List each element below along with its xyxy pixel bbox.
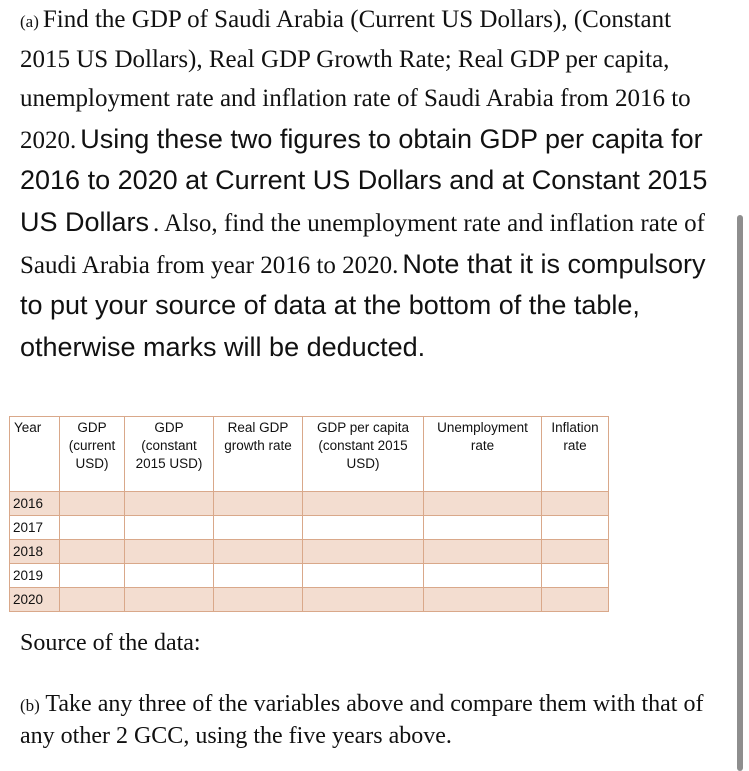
year-cell: 2016 [10,492,60,516]
table-cell[interactable] [125,540,214,564]
question-a-label: (a) [20,12,39,31]
table-cell[interactable] [542,516,609,540]
header-gdp-current: GDP (current USD) [60,417,125,492]
header-gdp-constant: GDP (constant 2015 USD) [125,417,214,492]
table-cell[interactable] [424,492,542,516]
table-row [10,516,609,540]
header-inflation: Inflation rate [542,417,609,492]
year-cell: 2019 [10,564,60,588]
table-cell[interactable] [60,492,125,516]
table-cell[interactable] [303,492,424,516]
header-gdp-per-capita: GDP per capita (constant 2015 USD) [303,417,424,492]
table-cell[interactable] [60,564,125,588]
question-a-text-part3: . Also, find the unemployment rate and inflation rate of Saudi Arabia from year 2016 to 2020. [20,209,705,279]
table-cell[interactable] [424,516,542,540]
table-cell[interactable] [125,564,214,588]
table-cell[interactable] [214,588,303,612]
header-unemployment: Unemployment rate [424,417,542,492]
table-cell[interactable] [214,540,303,564]
year-cell: 2020 [10,588,60,612]
table-header-row [10,417,609,492]
table-cell[interactable] [303,540,424,564]
table-cell[interactable] [125,588,214,612]
question-b [20,689,720,751]
table-cell[interactable] [60,588,125,612]
header-year: Year [10,417,60,492]
table-cell[interactable] [125,492,214,516]
source-label: Source of the data: [20,630,201,656]
table-cell[interactable] [303,588,424,612]
table-cell[interactable] [542,492,609,516]
table-cell[interactable] [424,588,542,612]
table-row [10,564,609,588]
data-table [9,416,609,612]
year-cell: 2017 [10,516,60,540]
year-cell: 2018 [10,540,60,564]
table-cell[interactable] [542,540,609,564]
table-cell[interactable] [60,540,125,564]
question-b-text: Take any three of the variables above and compare them with that of any other 2 GCC, using the five years above. [20,691,704,749]
table-row [10,540,609,564]
question-a-text-part2: Using these two figures to obtain GDP per capita for 2016 to 2020 at Current US Dollars and at Constant 2015 US Dollars [20,123,708,237]
table-cell[interactable] [542,564,609,588]
table-row [10,492,609,516]
question-b-label: (b) [20,696,40,715]
table-cell[interactable] [214,492,303,516]
question-a-text-part1: Find the GDP of Saudi Arabia (Current US Dollars), (Constant 2015 US Dollars), Real GDP Growth Rate; Real GDP per capita, unemployment rate and inflation rate of Saudi Arabia from 2016 to 2020. [20,6,691,154]
scrollbar[interactable] [737,215,743,771]
question-a-text-part4: Note that it is compulsory to put your source of data at the bottom of the table, otherwise marks will be deducted. [20,248,706,362]
table-cell[interactable] [303,516,424,540]
question-a [20,2,725,370]
table-row [10,588,609,612]
table-cell[interactable] [214,516,303,540]
header-real-gdp-growth: Real GDP growth rate [214,417,303,492]
table-cell[interactable] [424,564,542,588]
table-cell[interactable] [424,540,542,564]
table-cell[interactable] [542,588,609,612]
table-cell[interactable] [214,564,303,588]
table-cell[interactable] [60,516,125,540]
table-cell[interactable] [303,564,424,588]
table-cell[interactable] [125,516,214,540]
